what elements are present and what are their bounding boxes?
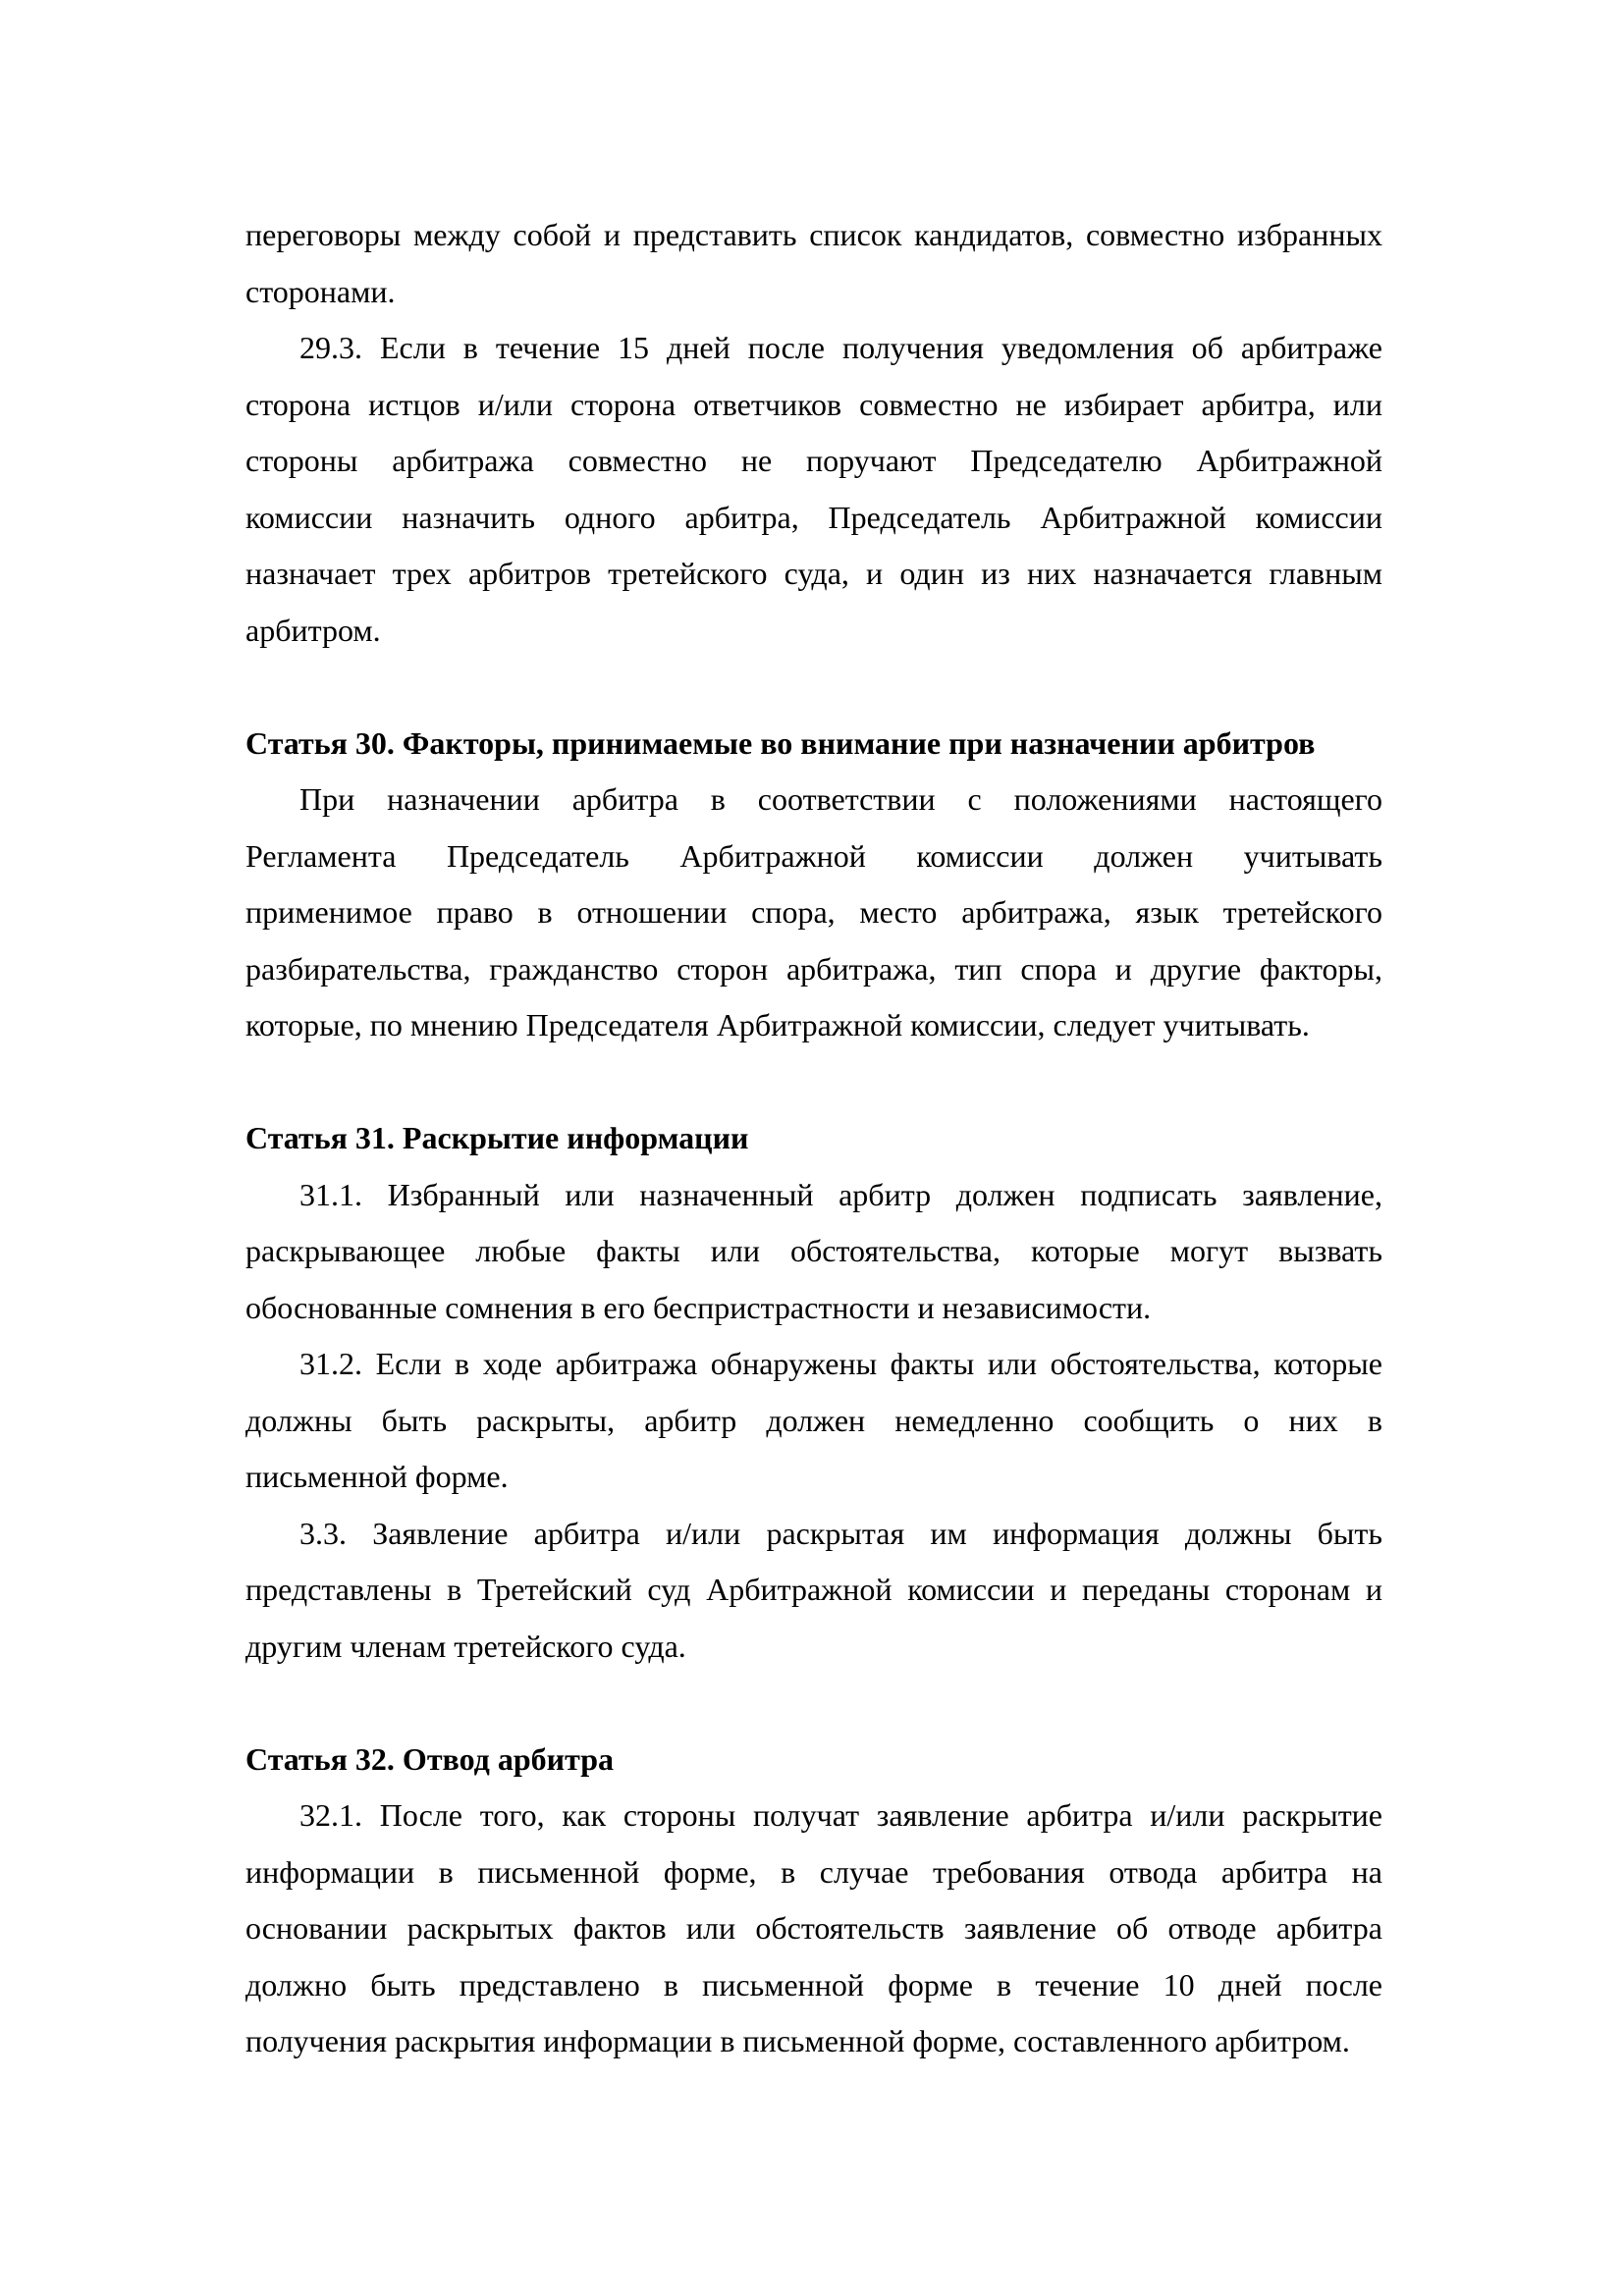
text-line: раскрывающее любые факты или обстоятельства, которые могут вызвать [245, 1233, 1382, 1268]
para-29-3 [245, 320, 1382, 659]
text-line: должны быть раскрыты, арбитр должен немедленно сообщить о них в [245, 1402, 1382, 1438]
para-31-2 [245, 1336, 1382, 1506]
text-line: другим членам третейского суда. [245, 1628, 686, 1664]
text-line: 31.1. Избранный или назначенный арбитр должен подписать заявление, [299, 1176, 1382, 1212]
text-line: должно быть представлено в письменной форме в течение 10 дней после [245, 1966, 1382, 2002]
para-29-continuation [245, 207, 1382, 320]
article-30-paragraph [245, 772, 1382, 1054]
article-30-heading: Статья 30. Факторы, принимаемые во внимание при назначении арбитров [245, 724, 1316, 761]
text-line: стороны арбитража совместно не поручают Председателю Арбитражной [245, 443, 1382, 478]
text-line: 29.3. Если в течение 15 дней после получения уведомления об арбитраже [299, 330, 1382, 365]
text-line: комиссии назначить одного арбитра, Председатель Арбитражной комиссии [245, 499, 1382, 535]
para-32-1 [245, 1788, 1382, 2070]
text-line: сторонами. [245, 273, 396, 309]
text-line: разбирательства, гражданство сторон арбитража, тип спора и другие факторы, [245, 950, 1382, 987]
text-line: Регламента Председатель Арбитражной комиссии должен учитывать [245, 837, 1382, 874]
text-line: представлены в Третейский суд Арбитражной комиссии и переданы сторонам и [245, 1572, 1382, 1607]
text-line: которые, по мнению Председателя Арбитражной комиссии, следует учитывать. [245, 1007, 1310, 1042]
text-line: арбитром. [245, 612, 381, 648]
text-line: 3.3. Заявление арбитра и/или раскрытая им информация должны быть [299, 1515, 1382, 1551]
text-line: назначает трех арбитров третейского суда, и один из них назначается главным [245, 556, 1382, 591]
para-31-1 [245, 1167, 1382, 1337]
text-line: получения раскрытия информации в письменной форме, составленного арбитром. [245, 2023, 1350, 2058]
text-line: применимое право в отношении спора, место арбитража, язык третейского [245, 894, 1382, 930]
text-line: переговоры между собой и представить список кандидатов, совместно избранных [245, 217, 1382, 252]
article-31-heading: Статья 31. Раскрытие информации [245, 1120, 749, 1155]
text-line: При назначении арбитра в соответствии с положениями настоящего [299, 781, 1382, 817]
text-line: 32.1. После того, как стороны получат заявление арбитра и/или раскрытие [299, 1797, 1382, 1833]
text-line: основании раскрытых фактов или обстоятельств заявление об отводе арбитра [245, 1910, 1382, 1946]
article-32-heading: Статья 32. Отвод арбитра [245, 1740, 614, 1777]
para-3-3 [245, 1506, 1382, 1676]
text-line: письменной форме. [245, 1459, 509, 1494]
text-line: обоснованные сомнения в его беспристрастности и независимости. [245, 1289, 1152, 1325]
text-line: 31.2. Если в ходе арбитража обнаружены факты или обстоятельства, которые [299, 1346, 1382, 1381]
text-line: информации в письменной форме, в случае требования отвода арбитра на [245, 1853, 1382, 1890]
text-line: сторона истцов и/или сторона ответчиков совместно не избирает арбитра, или [245, 386, 1382, 422]
